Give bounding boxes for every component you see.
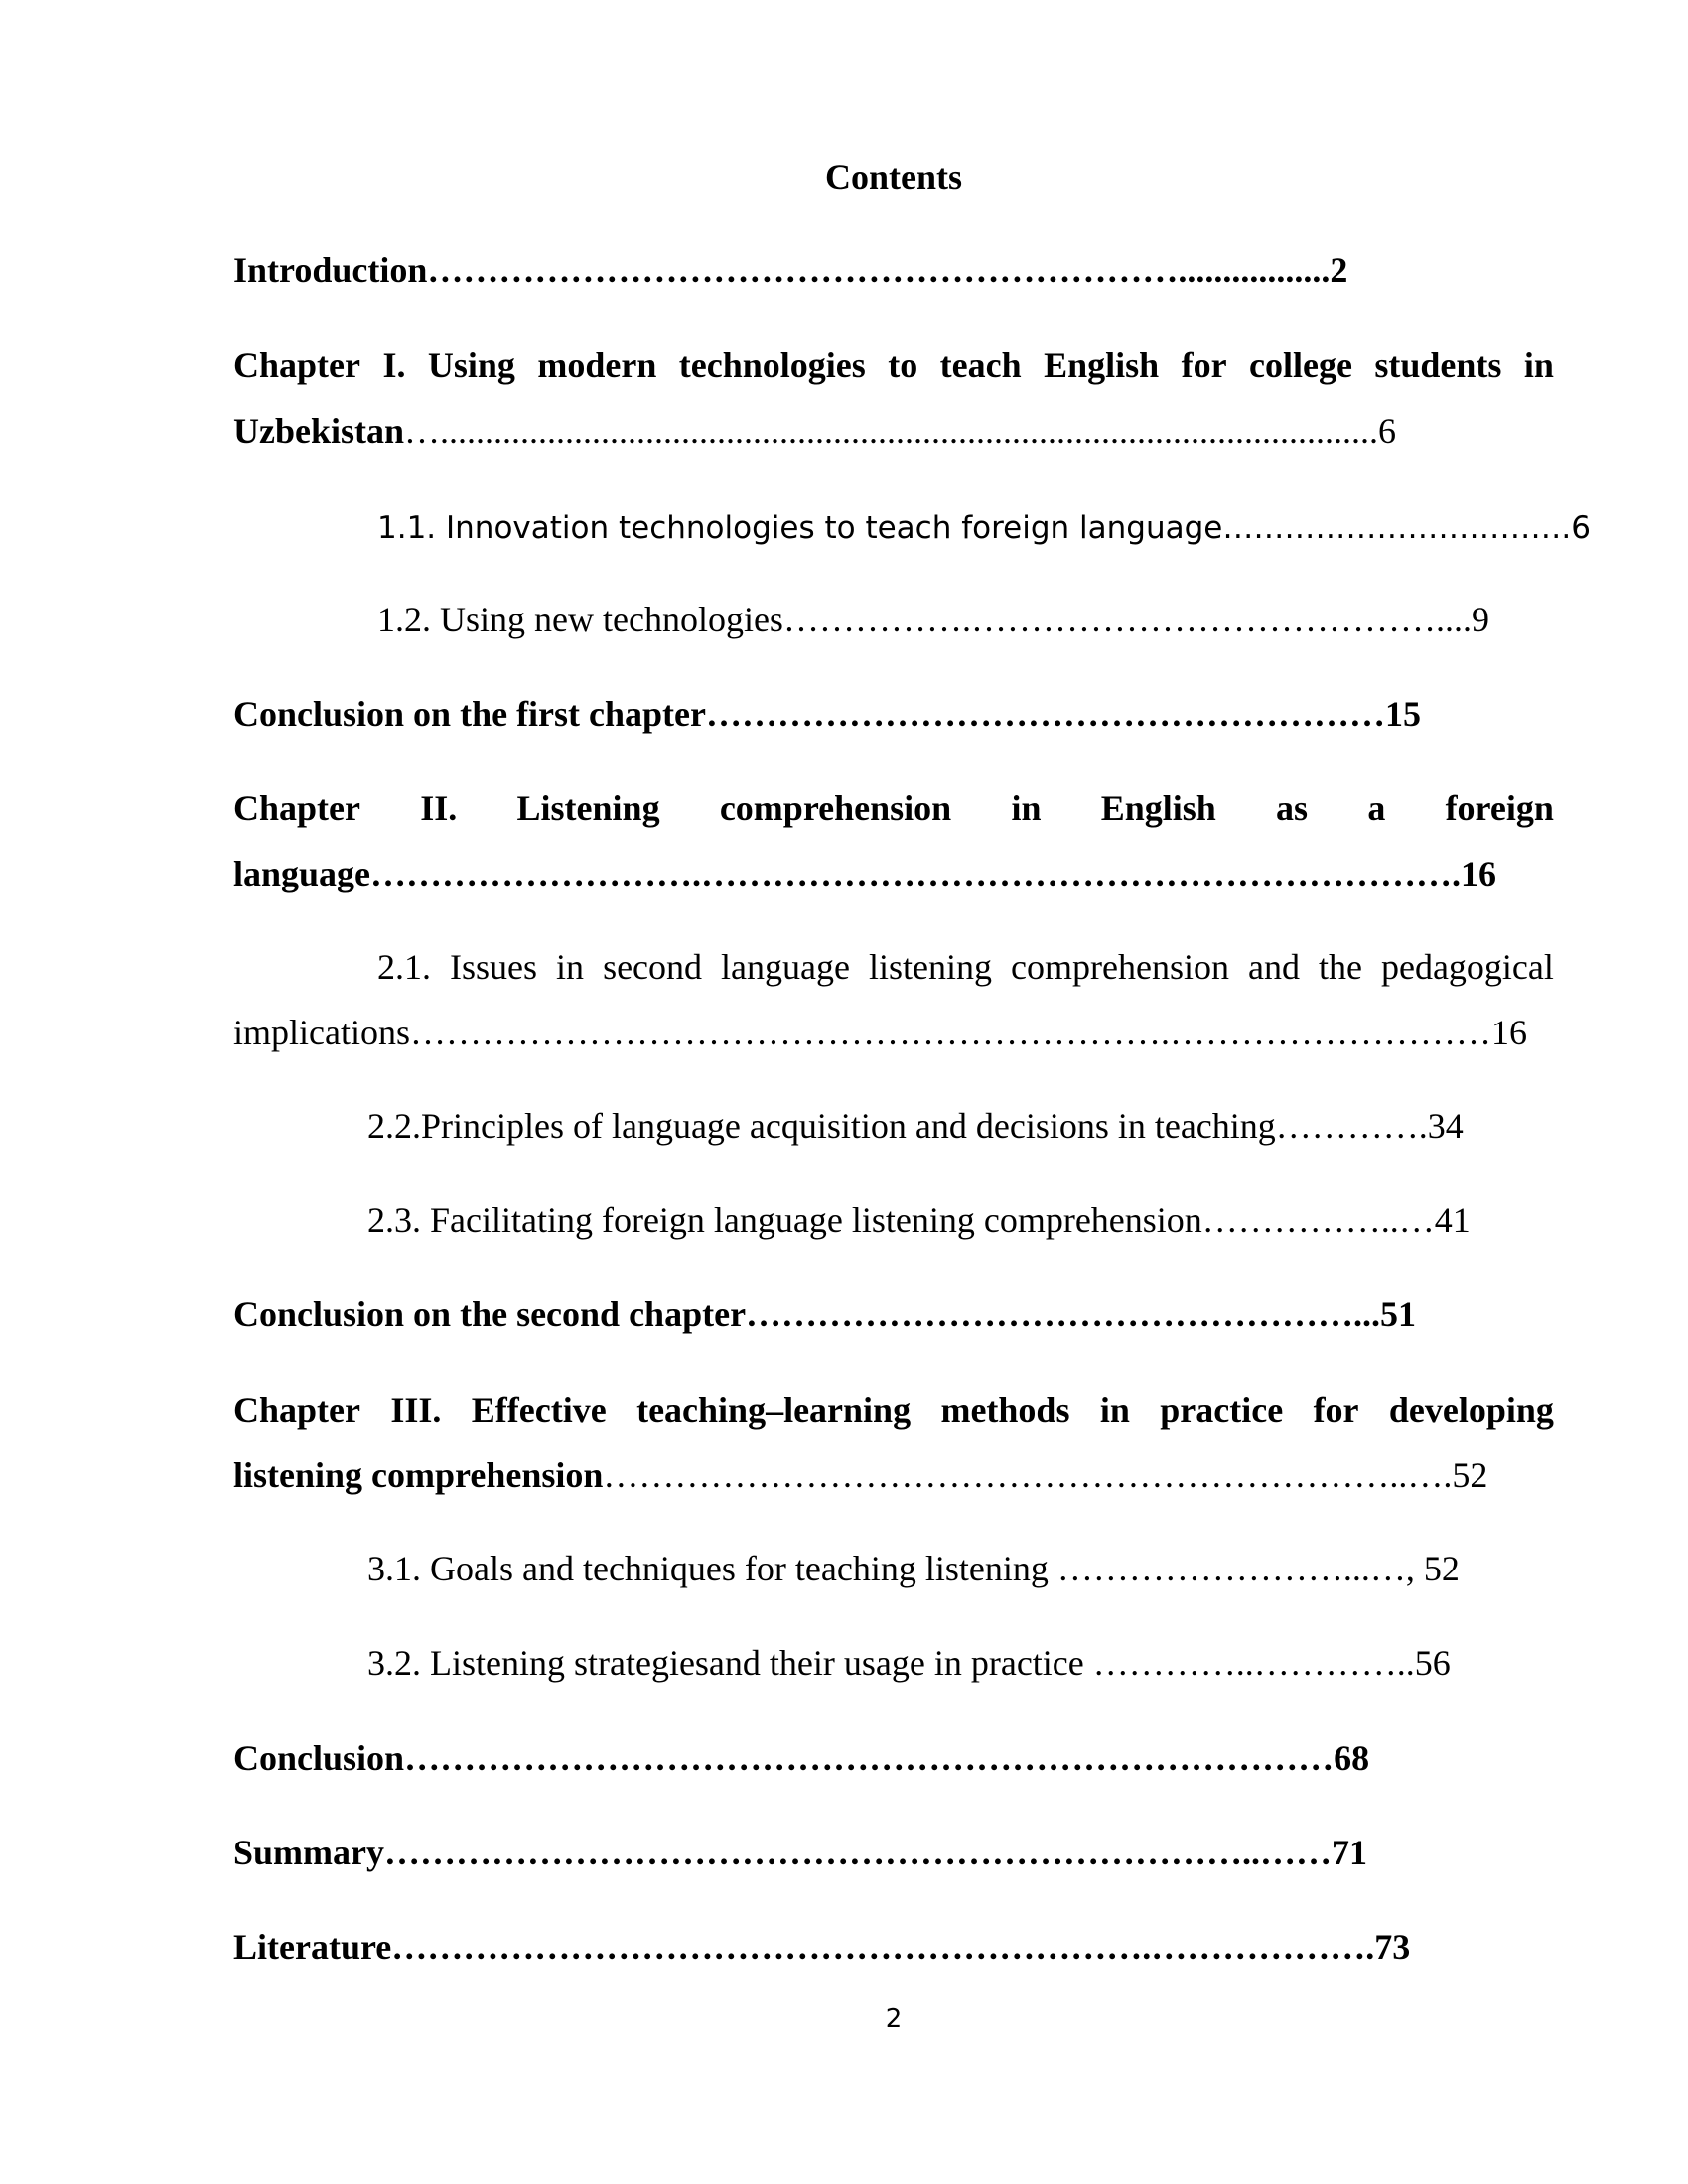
toc-leader: ……………………...…, bbox=[1056, 1549, 1415, 1588]
toc-word: 2.1. bbox=[377, 947, 431, 987]
toc-word: I. bbox=[382, 345, 406, 385]
toc-leader: …………………………………………………………..…. bbox=[603, 1455, 1453, 1495]
toc-word: Using bbox=[427, 345, 515, 385]
toc-label: implications bbox=[233, 1013, 410, 1052]
toc-word: English bbox=[1044, 345, 1160, 385]
toc-page-number: 9 bbox=[1471, 600, 1489, 639]
toc-label: Summary bbox=[233, 1833, 384, 1872]
toc-page-number: 56 bbox=[1414, 1643, 1451, 1683]
toc-leader: …......................................................................................................... bbox=[404, 411, 1379, 451]
toc-word: a bbox=[1367, 788, 1386, 828]
toc-word: second bbox=[603, 947, 703, 987]
toc-leader: ……………………………. bbox=[1222, 510, 1572, 546]
toc-page-number: 68 bbox=[1334, 1738, 1370, 1778]
toc-label: 1.2. Using new technologies bbox=[377, 600, 783, 639]
toc-word: students bbox=[1374, 345, 1502, 385]
toc-entry-literature bbox=[233, 1925, 1410, 1969]
toc-page-number: 34 bbox=[1427, 1106, 1464, 1146]
toc-label: Introduction bbox=[233, 250, 428, 290]
toc-entry-chapter-2-line-1 bbox=[233, 786, 1554, 830]
toc-entry-chapter-3-line-1 bbox=[233, 1388, 1554, 1432]
toc-entry-conclusion-chapter-1 bbox=[233, 692, 1421, 736]
toc-page-number: 16 bbox=[1490, 1013, 1527, 1052]
toc-word: technologies bbox=[678, 345, 866, 385]
toc-word: language bbox=[721, 947, 850, 987]
toc-word: comprehension bbox=[1011, 947, 1229, 987]
toc-entry-section-1-2 bbox=[377, 598, 1489, 641]
toc-word: Effective bbox=[471, 1390, 607, 1430]
toc-page-number: 73 bbox=[1374, 1927, 1411, 1967]
toc-word: in bbox=[556, 947, 585, 987]
toc-entry-section-2-1-line-1 bbox=[377, 945, 1554, 989]
toc-label: 3.2. Listening strategiesand their usage in practice bbox=[367, 1643, 1093, 1683]
toc-entry-section-2-2 bbox=[367, 1104, 1464, 1148]
toc-leader: …………. bbox=[1275, 1106, 1428, 1146]
toc-label: Conclusion bbox=[233, 1738, 405, 1778]
toc-word: foreign bbox=[1445, 788, 1554, 828]
toc-word: Chapter bbox=[233, 1390, 360, 1430]
toc-word: in bbox=[1099, 1390, 1130, 1430]
toc-leader: ………………………………………………………………..…… bbox=[384, 1833, 1332, 1872]
toc-label: listening comprehension bbox=[233, 1455, 604, 1495]
toc-word: to bbox=[888, 345, 918, 385]
page-number: 2 bbox=[885, 2004, 903, 2034]
toc-leader: ……………………………………………………….………………. bbox=[391, 1927, 1375, 1967]
toc-word: listening bbox=[869, 947, 992, 987]
toc-word: comprehension bbox=[719, 788, 952, 828]
toc-leader: ……………..… bbox=[1201, 1200, 1435, 1240]
toc-page-number: 6 bbox=[1378, 411, 1397, 451]
toc-word: Chapter bbox=[233, 345, 360, 385]
toc-leader: ………………………………………………………................. bbox=[427, 250, 1331, 290]
toc-leader: …………..………….. bbox=[1092, 1643, 1415, 1683]
toc-word: for bbox=[1313, 1390, 1359, 1430]
toc-page-number: 71 bbox=[1332, 1833, 1367, 1872]
toc-entry-section-3-1 bbox=[367, 1547, 1460, 1590]
toc-word: in bbox=[1523, 345, 1554, 385]
toc-entry-section-2-1-line-2 bbox=[233, 1011, 1527, 1054]
toc-entry-introduction bbox=[233, 248, 1347, 292]
toc-word: Issues bbox=[450, 947, 538, 987]
toc-word: in bbox=[1011, 788, 1042, 828]
toc-label: Conclusion on the first chapter bbox=[233, 694, 706, 734]
toc-leader: ……………………….………………………………………………………. bbox=[370, 854, 1462, 893]
toc-word: developing bbox=[1388, 1390, 1554, 1430]
toc-leader: ………………………………………………… bbox=[706, 694, 1385, 734]
toc-entry-conclusion bbox=[233, 1736, 1369, 1780]
contents-title: Contents bbox=[824, 157, 962, 197]
toc-leader: …………………………………………………………………… bbox=[404, 1738, 1335, 1778]
toc-entry-section-1-1 bbox=[377, 506, 1591, 550]
toc-word: pedagogical bbox=[1380, 947, 1554, 987]
toc-label: language bbox=[233, 854, 371, 893]
toc-entry-conclusion-chapter-2 bbox=[233, 1293, 1416, 1336]
toc-word: methods bbox=[940, 1390, 1070, 1430]
toc-word: II. bbox=[420, 788, 458, 828]
toc-entry-chapter-1-line-2 bbox=[233, 409, 1396, 453]
toc-label: Literature bbox=[233, 1927, 392, 1967]
toc-label: Conclusion on the second chapter bbox=[233, 1295, 747, 1334]
toc-word: teaching–learning bbox=[636, 1390, 912, 1430]
toc-page-number: 6 bbox=[1571, 510, 1591, 546]
toc-word: the bbox=[1318, 947, 1362, 987]
toc-entry-section-3-2 bbox=[367, 1641, 1451, 1685]
toc-label: 3.1. Goals and techniques for teaching listening bbox=[367, 1549, 1057, 1588]
toc-entry-summary bbox=[233, 1831, 1367, 1874]
toc-label: 1.1. Innovation technologies to teach foreign language bbox=[377, 510, 1223, 546]
toc-word: and bbox=[1247, 947, 1300, 987]
toc-entry-chapter-3-line-2 bbox=[233, 1453, 1487, 1497]
toc-word: Listening bbox=[516, 788, 660, 828]
toc-page-number: 16 bbox=[1461, 854, 1497, 893]
toc-label: 2.3. Facilitating foreign language listening comprehension bbox=[367, 1200, 1202, 1240]
toc-page-number: 51 bbox=[1380, 1295, 1417, 1334]
toc-entry-section-2-3 bbox=[367, 1198, 1471, 1242]
toc-word: English bbox=[1100, 788, 1216, 828]
toc-page-number: 52 bbox=[1414, 1549, 1460, 1588]
toc-entry-chapter-1-line-1 bbox=[233, 343, 1554, 387]
toc-word: for bbox=[1181, 345, 1227, 385]
toc-word: Chapter bbox=[233, 788, 360, 828]
toc-page-number: 41 bbox=[1434, 1200, 1471, 1240]
toc-page-number: 2 bbox=[1330, 250, 1348, 290]
toc-leader: ……………………………………………... bbox=[746, 1295, 1381, 1334]
toc-page-number: 15 bbox=[1385, 694, 1421, 734]
toc-entry-chapter-2-line-2 bbox=[233, 852, 1496, 895]
toc-word: modern bbox=[537, 345, 657, 385]
toc-word: as bbox=[1276, 788, 1309, 828]
toc-label: 2.2.Principles of language acquisition and decisions in teaching bbox=[367, 1106, 1276, 1146]
toc-leader: …………….………………………………….... bbox=[782, 600, 1472, 639]
toc-label: Uzbekistan bbox=[233, 411, 405, 451]
toc-word: college bbox=[1248, 345, 1352, 385]
toc-page-number: 52 bbox=[1452, 1455, 1488, 1495]
toc-leader: ……………………………………………………….……………………… bbox=[409, 1013, 1491, 1052]
toc-word: III. bbox=[390, 1390, 442, 1430]
toc-word: practice bbox=[1160, 1390, 1284, 1430]
toc-word: teach bbox=[939, 345, 1022, 385]
